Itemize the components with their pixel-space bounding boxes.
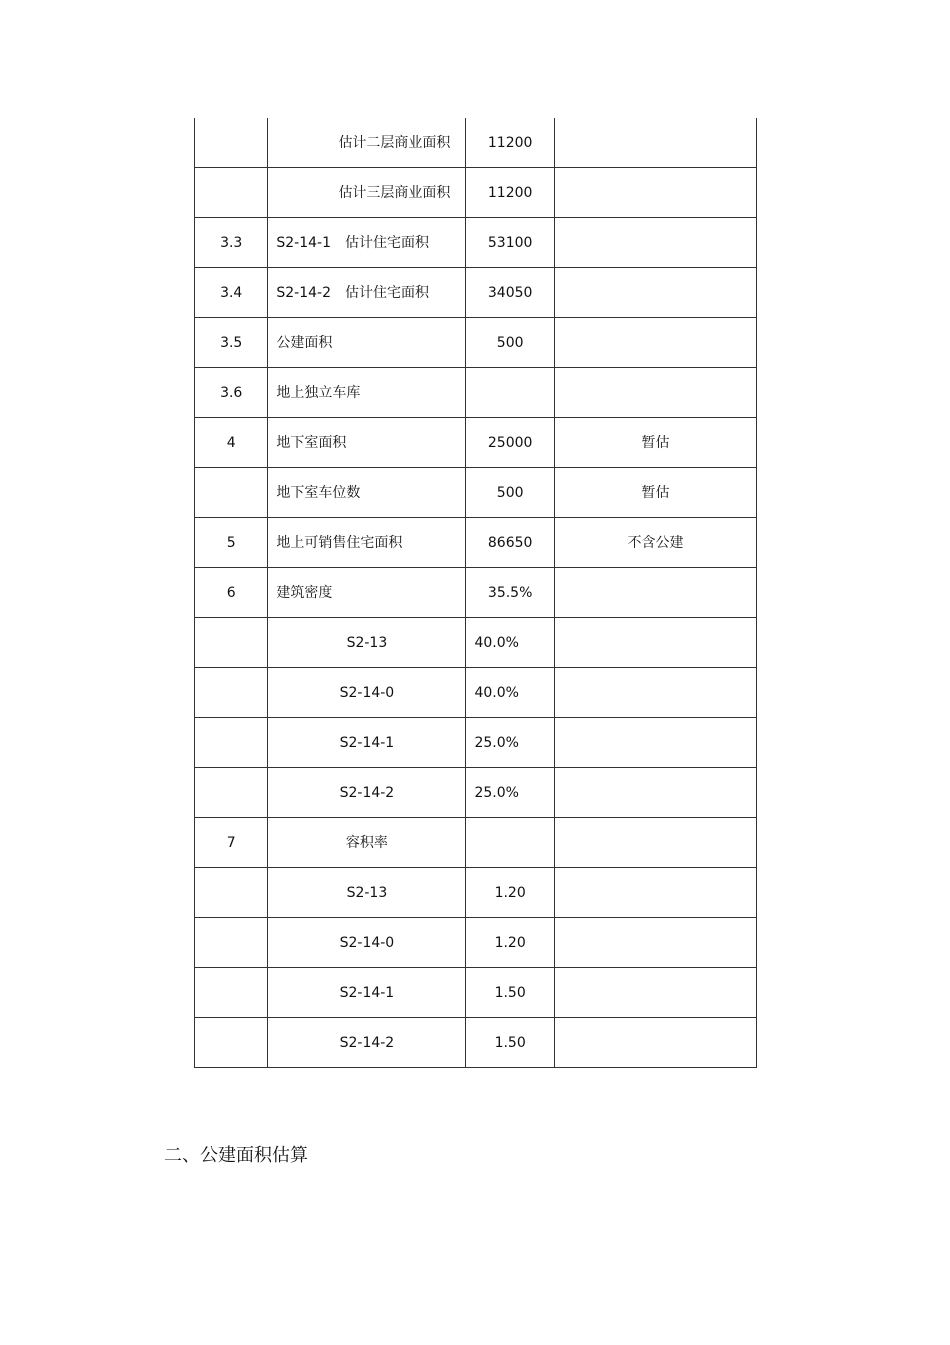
note-cell (554, 818, 756, 868)
table-row (195, 418, 757, 468)
value-cell: 1.50 (466, 1018, 554, 1068)
value-cell: 11200 (466, 168, 554, 218)
item-cell: 地上可销售住宅面积 (268, 518, 466, 568)
indicator-table (194, 118, 757, 1068)
table-row (195, 118, 757, 168)
section-heading: 二、公建面积估算 (164, 1145, 308, 1166)
value-cell: 25.0% (466, 768, 554, 818)
value-cell (466, 368, 554, 418)
value-cell: 500 (466, 468, 554, 518)
value-cell: 1.50 (466, 968, 554, 1018)
note-cell (554, 568, 756, 618)
note-cell: 不含公建 (554, 518, 756, 568)
row-number-cell: 3.6 (195, 368, 268, 418)
value-cell: 11200 (466, 118, 554, 168)
value-cell: 86650 (466, 518, 554, 568)
table-row (195, 768, 757, 818)
note-cell (554, 168, 756, 218)
table-row (195, 468, 757, 518)
value-cell: 34050 (466, 268, 554, 318)
item-cell: 公建面积 (268, 318, 466, 368)
row-number-cell (195, 718, 268, 768)
row-number-cell (195, 768, 268, 818)
note-cell (554, 218, 756, 268)
item-cell: S2-14-2 (268, 768, 466, 818)
item-cell: 地下室面积 (268, 418, 466, 468)
value-cell: 25000 (466, 418, 554, 468)
row-number-cell: 5 (195, 518, 268, 568)
note-cell (554, 318, 756, 368)
table-row (195, 368, 757, 418)
value-cell: 1.20 (466, 868, 554, 918)
table-row (195, 968, 757, 1018)
row-number-cell (195, 918, 268, 968)
item-cell: 容积率 (268, 818, 466, 868)
value-cell: 53100 (466, 218, 554, 268)
note-cell (554, 368, 756, 418)
row-number-cell: 3.5 (195, 318, 268, 368)
row-number-cell: 3.4 (195, 268, 268, 318)
row-number-cell: 3.3 (195, 218, 268, 268)
table-row (195, 218, 757, 268)
note-cell (554, 668, 756, 718)
table-row (195, 618, 757, 668)
value-cell: 40.0% (466, 668, 554, 718)
item-cell: S2-14-2 估计住宅面积 (268, 268, 466, 318)
item-cell: S2-14-1 估计住宅面积 (268, 218, 466, 268)
table-row (195, 1018, 757, 1068)
row-number-cell (195, 618, 268, 668)
table-row (195, 518, 757, 568)
note-cell (554, 1018, 756, 1068)
note-cell (554, 768, 756, 818)
value-cell: 1.20 (466, 918, 554, 968)
item-cell: 建筑密度 (268, 568, 466, 618)
item-cell: S2-14-1 (268, 968, 466, 1018)
value-cell (466, 818, 554, 868)
row-number-cell (195, 868, 268, 918)
row-number-cell: 4 (195, 418, 268, 468)
row-number-cell (195, 468, 268, 518)
note-cell (554, 868, 756, 918)
table-row (195, 268, 757, 318)
item-cell: S2-14-2 (268, 1018, 466, 1068)
table-row (195, 318, 757, 368)
note-cell (554, 968, 756, 1018)
note-cell (554, 918, 756, 968)
item-cell: 地上独立车库 (268, 368, 466, 418)
item-cell: S2-14-1 (268, 718, 466, 768)
value-cell: 35.5% (466, 568, 554, 618)
item-cell: 地下室车位数 (268, 468, 466, 518)
value-cell: 25.0% (466, 718, 554, 768)
item-cell: 估计三层商业面积 (268, 168, 466, 218)
note-cell: 暂估 (554, 468, 756, 518)
item-cell: S2-13 (268, 618, 466, 668)
note-cell: 暂估 (554, 418, 756, 468)
row-number-cell (195, 118, 268, 168)
row-number-cell (195, 668, 268, 718)
value-cell: 500 (466, 318, 554, 368)
note-cell (554, 718, 756, 768)
table-row (195, 918, 757, 968)
row-number-cell: 6 (195, 568, 268, 618)
item-cell: S2-14-0 (268, 668, 466, 718)
note-cell (554, 118, 756, 168)
row-number-cell (195, 1018, 268, 1068)
note-cell (554, 618, 756, 668)
table-row (195, 818, 757, 868)
value-cell: 40.0% (466, 618, 554, 668)
table-row (195, 568, 757, 618)
item-cell: S2-13 (268, 868, 466, 918)
table-row (195, 718, 757, 768)
table-row (195, 168, 757, 218)
table-row (195, 868, 757, 918)
row-number-cell (195, 968, 268, 1018)
item-cell: S2-14-0 (268, 918, 466, 968)
row-number-cell (195, 168, 268, 218)
item-cell: 估计二层商业面积 (268, 118, 466, 168)
table-row (195, 668, 757, 718)
row-number-cell: 7 (195, 818, 268, 868)
note-cell (554, 268, 756, 318)
